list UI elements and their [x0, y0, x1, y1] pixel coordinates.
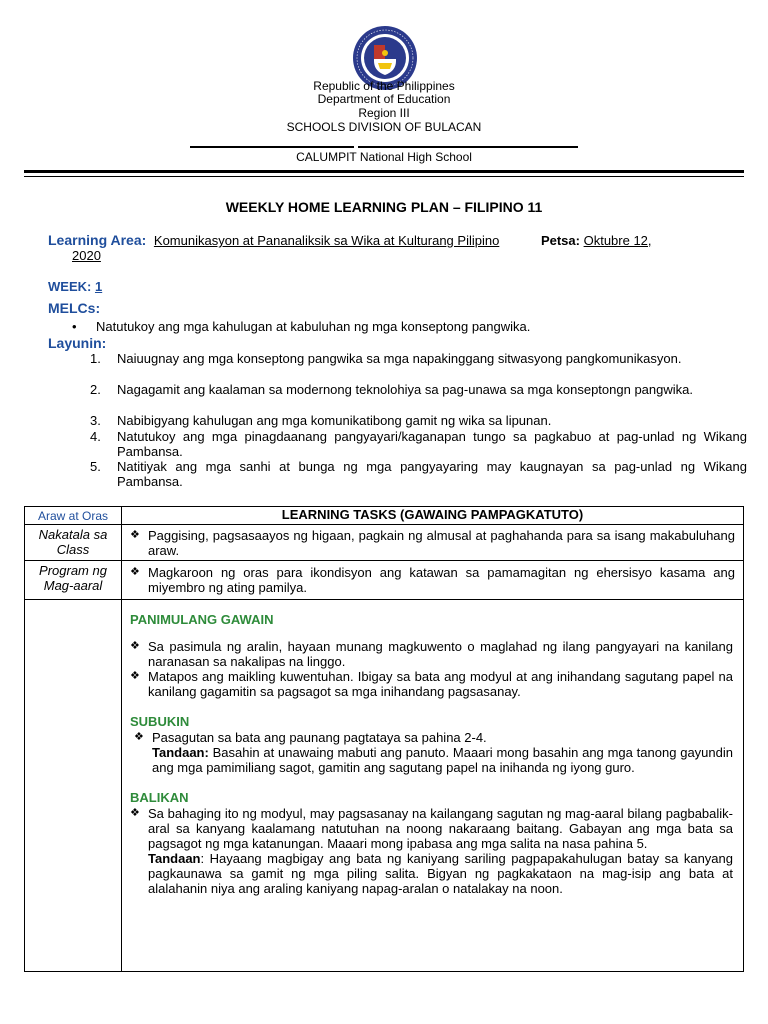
- col-header-time: Araw at Oras: [25, 507, 122, 525]
- date-value: Oktubre 12,: [583, 233, 652, 248]
- week-row: [48, 279, 102, 294]
- learning-area-label: Learning Area:: [48, 232, 147, 248]
- note: Tandaan: Basahin at unawaing mabuti ang panuto. Maaari mong basahin ang mga tanong gayundin ang mga pamimiliang sagot, gamitin ang sagutang papel na inihanda ng iyong guro.: [152, 745, 733, 775]
- melcs-bullet: •: [72, 319, 77, 334]
- col-header-tasks: LEARNING TASKS (GAWAING PAMPAGKATUTO): [122, 507, 744, 525]
- week-value: 1: [94, 279, 103, 294]
- row-time: Program ng Mag-aaral: [25, 561, 122, 600]
- learning-area-row: [48, 232, 748, 248]
- layunin-item-5: Natitiyak ang mga sanhi at bunga ng mga pangyayaring may kaugnayan sa pag-unlad ng Wikang Pambansa.: [117, 459, 747, 489]
- table-header-row: [25, 507, 744, 525]
- list-item: ❖ Magkaroon ng oras para ikondisyon ang katawan sa pamamagitan ng ehersisyo kasama ang miyembro ng ating pamilya.: [130, 565, 735, 595]
- row-time: Nakatala sa Class: [25, 525, 122, 561]
- diamond-bullet-icon: ❖: [130, 566, 140, 578]
- list-item: ❖ Sa bahaging ito ng modyul, may pagsasanay na kailangang sagutan ng mag-aaral bilang pagbabalik-aral sa kanyang kaalamang natutuhan na noong nakaraang baitang. Gabayan ang mga bata sa pagsagot ng mga katanungan. Maaari mong ipabasa ang mga salita na nasa pahina 5.: [130, 806, 733, 851]
- section-heading-balikan: BALIKAN: [130, 790, 189, 805]
- learning-area-value: Komunikasyon at Pananaliksik sa Wika at Kulturang Pilipino: [153, 233, 500, 248]
- date-value-year: 2020: [72, 248, 101, 263]
- table-row: [25, 525, 744, 561]
- learning-plan-table: [24, 506, 744, 972]
- diamond-bullet-icon: ❖: [134, 731, 144, 743]
- melcs-item: Natutukoy ang mga kahulugan at kabuluhan ng mga konseptong pangwika.: [96, 319, 531, 334]
- list-item: ❖ Pasagutan sa bata ang paunang pagtataya sa pahina 2-4.: [134, 730, 487, 745]
- note-label: Tandaan: [148, 851, 201, 866]
- diamond-bullet-icon: ❖: [130, 807, 140, 819]
- page-title: WEEKLY HOME LEARNING PLAN – FILIPINO 11: [225, 199, 543, 215]
- layunin-item-1: Naiuugnay ang mga konseptong pangwika sa mga napakinggang sitwasyong pangkomunikasyon.: [117, 351, 682, 366]
- section-heading-panimula: PANIMULANG GAWAIN: [130, 612, 274, 627]
- diamond-bullet-icon: ❖: [130, 640, 140, 652]
- layunin-item-4: Natutukoy ang mga pinagdaanang pangyayari/kaganapan tungo sa pagkabuo at pag-unlad ng Wikang Pambansa.: [117, 429, 747, 459]
- list-item: ❖ Sa pasimula ng aralin, hayaan munang magkuwento o maglahad ng ilang pangyayari na kanilang naranasan sa nakalipas na linggo.: [130, 639, 733, 669]
- diamond-bullet-icon: ❖: [130, 529, 140, 541]
- note-label: Tandaan:: [152, 745, 209, 760]
- header-divider: [24, 176, 744, 177]
- table-row: [25, 600, 744, 972]
- header-divider: [24, 170, 744, 173]
- header-division: SCHOOLS DIVISION OF BULACAN: [286, 120, 482, 134]
- header-republic: Republic of the Philippines: [313, 79, 455, 93]
- section-heading-subukin: SUBUKIN: [130, 714, 190, 729]
- table-row: [25, 561, 744, 600]
- header-blank-line: [190, 146, 354, 148]
- note: Tandaan: Hayaang magbigay ang bata ng kaniyang sariling pagpapakahulugan batay sa kanyang pagkaunawa sa gamit ng mga piling salita. Bigyan ng pagkakataon na mag-isip ang bata at alalahanin niya ang araling kaniyang napag-aralan o natalakay na noon.: [148, 851, 733, 896]
- week-label: WEEK:: [48, 279, 92, 294]
- layunin-label: Layunin:: [48, 335, 107, 351]
- layunin-item-3: Nabibigyang kahulugan ang mga komunikatibong gamit ng wika sa lipunan.: [117, 413, 552, 428]
- layunin-item-2: Nagagamit ang kaalaman sa modernong teknolohiya sa pag-unawa sa mga konseptongn pangwika.: [117, 382, 693, 397]
- header-school: CALUMPIT National High School: [296, 150, 472, 164]
- header-department: Department of Education: [317, 92, 451, 106]
- list-item: ❖ Paggising, pagsasaayos ng higaan, pagkain ng almusal at paghahanda para sa isang makabuluhang araw.: [130, 528, 735, 558]
- date-label: Petsa:: [540, 233, 580, 248]
- header-region: Region III: [358, 106, 410, 120]
- diamond-bullet-icon: ❖: [130, 670, 140, 682]
- melcs-label: MELCs:: [48, 300, 101, 316]
- list-item: ❖ Matapos ang maikling kuwentuhan. Ibigay sa bata ang modyul at ang inihandang sagutang papel na kanilang gagamitin sa pagsagot sa mga inihandang pagsasanay.: [130, 669, 733, 699]
- header-blank-line: [358, 146, 578, 148]
